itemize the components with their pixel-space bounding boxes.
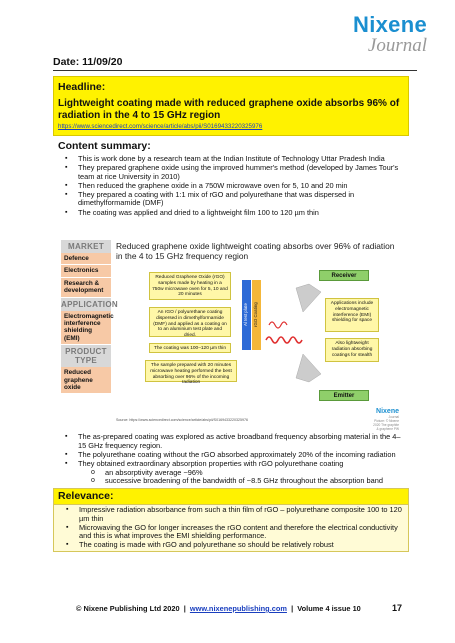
receiver-label: Receiver: [319, 270, 369, 281]
journal-logo: [353, 14, 427, 55]
source-link[interactable]: https://www.sciencedirect.com/science/article/abs/pii/S0169433220325976: [58, 123, 263, 130]
headline-label: Headline:: [58, 81, 106, 93]
list-item: ▪ They prepared a coating with 1:1 mix of rGO and polyurethane that was dispersed in dimethylformamide (DMF): [61, 191, 401, 208]
summary-list: [61, 155, 401, 218]
figure-box-3: The coating was 100–120 µm thin: [149, 343, 231, 353]
figure-box-5: Applications include electromagnetic interference (EMI) shielding for space: [325, 298, 379, 332]
figure-logo-note: Picture: © Nixene 2020 The graphite & graphene PW: [373, 419, 399, 431]
market-heading: MARKET: [61, 240, 111, 253]
figure-source: Source: https://www.sciencedirect.com/science/article/abs/pii/S0169433220325976: [116, 418, 249, 422]
test-plate: Al test plate: [242, 280, 251, 350]
market-item: Electronics: [61, 265, 111, 277]
summary-list-2: [61, 433, 401, 468]
list-item: ▪ They prepared graphene oxide using the improved hummer's method (developed by James Tour's team at rice University in 2010): [61, 164, 401, 181]
footer-url-link[interactable]: www.nixenepublishing.com: [189, 604, 287, 613]
list-item: ▪ Microwaving the GO for longer increases the rGO content and therefore the electrical conductivity and this is what improves the EMI shielding performance.: [62, 524, 402, 541]
reflected-wave: [269, 322, 287, 328]
list-item: ▪ This is work done by a research team at the Indian Institute of Technology Uttar Pradesh India: [61, 155, 401, 164]
footer-text: [76, 604, 361, 613]
article-date: Date: 11/09/20: [53, 56, 123, 68]
product-item: Reduced graphene oxide: [61, 367, 111, 394]
page-number: 17: [392, 603, 403, 613]
footer-separator: |: [291, 604, 294, 613]
list-item: ▪ They obtained extraordinary absorption properties with rGO polyurethane coating: [61, 460, 401, 469]
market-column: [61, 240, 118, 394]
list-item: ▪ The as-prepared coating was explored as active broadband frequency absorbing material in the 4–15 GHz frequency region.: [61, 433, 401, 450]
figure-box-2: An rGO / polyurethane coating dispersed in dimethylformamide (DMF) and applied as a coating on to an aluminium test plate and dried.: [149, 307, 231, 337]
summary-continued: [61, 433, 401, 486]
logo-word-1: Nixene: [353, 12, 427, 37]
emitter-horn: [296, 354, 321, 382]
list-item: ▪ The polyurethane coating without the rGO absorbed approximately 20% of the incoming radiation: [61, 451, 401, 460]
list-item: ▪ Then reduced the graphene oxide in a 750W microwave oven for 5, 10 and 20 min: [61, 182, 401, 191]
list-item: ▪ The coating is made with rGO and polyurethane so should be relatively robust: [62, 541, 402, 550]
market-item: Defence: [61, 253, 111, 265]
footer-separator: |: [183, 604, 186, 613]
list-item: ▪ The coating was applied and dried to a lightweight film 100 to 120 µm thin: [61, 209, 401, 218]
emitter-label: Emitter: [319, 390, 369, 401]
footer-copyright: © Nixene Publishing Ltd 2020: [76, 604, 180, 613]
application-heading: APPLICATION: [61, 299, 118, 309]
figure-box-1: Reduced Graphene Oxide (rGO) samples made by heating in a 750w microwave oven for 5, 10 and 20 minutes: [149, 272, 231, 300]
figure-logo: [373, 408, 399, 431]
figure-box-6: Also lightweight radiation absorbing coatings for stealth: [325, 338, 379, 362]
footer-issue: Volume 4 issue 10: [297, 604, 361, 613]
list-item: ▪ Impressive radiation absorbance from such a thin film of rGO – polyurethane composite 100 to 120 µm thin: [62, 506, 402, 523]
receiver-horn: [296, 284, 321, 312]
figure-title: Reduced graphene oxide lightweight coating absorbs over 96% of radiation in the 4 to 15 GHz frequency region: [116, 241, 395, 261]
sub-list: [61, 469, 401, 486]
figure-box-4: The sample prepared with 20 minutes microwave heating performed the best absorbing over 96% of the incoming radiation: [145, 360, 237, 382]
logo-word-2: Journal: [367, 35, 427, 56]
headline-text: Lightweight coating made with reduced graphene oxide absorbs 96% of radiation in the 4 to 15 GHz region: [58, 98, 400, 121]
application-item: Electromagnetic interference shielding (EMI): [61, 311, 111, 346]
relevance-title: Relevance:: [54, 489, 408, 505]
headline-box: [53, 76, 409, 136]
summary-title: Content summary:: [58, 140, 151, 152]
market-item: Research & development: [61, 278, 111, 298]
sub-list-item: o an absorptivity average ~96%: [91, 469, 401, 478]
relevance-list: [62, 506, 402, 550]
figure-logo-word-1: Nixene: [376, 408, 399, 415]
radiation-diagram: [261, 270, 341, 400]
article-figure: [61, 240, 399, 431]
relevance-box: [53, 488, 409, 552]
figure-logo-word-2: Journal: [388, 415, 399, 419]
product-heading: PRODUCT TYPE: [61, 345, 111, 367]
coating-layer: rGO Coating: [252, 280, 261, 350]
sub-list-item: o successive broadening of the bandwidth of ~8.5 GHz throughout the absorption band: [91, 477, 401, 486]
date-divider: [53, 70, 417, 71]
incident-wave: [266, 337, 302, 343]
